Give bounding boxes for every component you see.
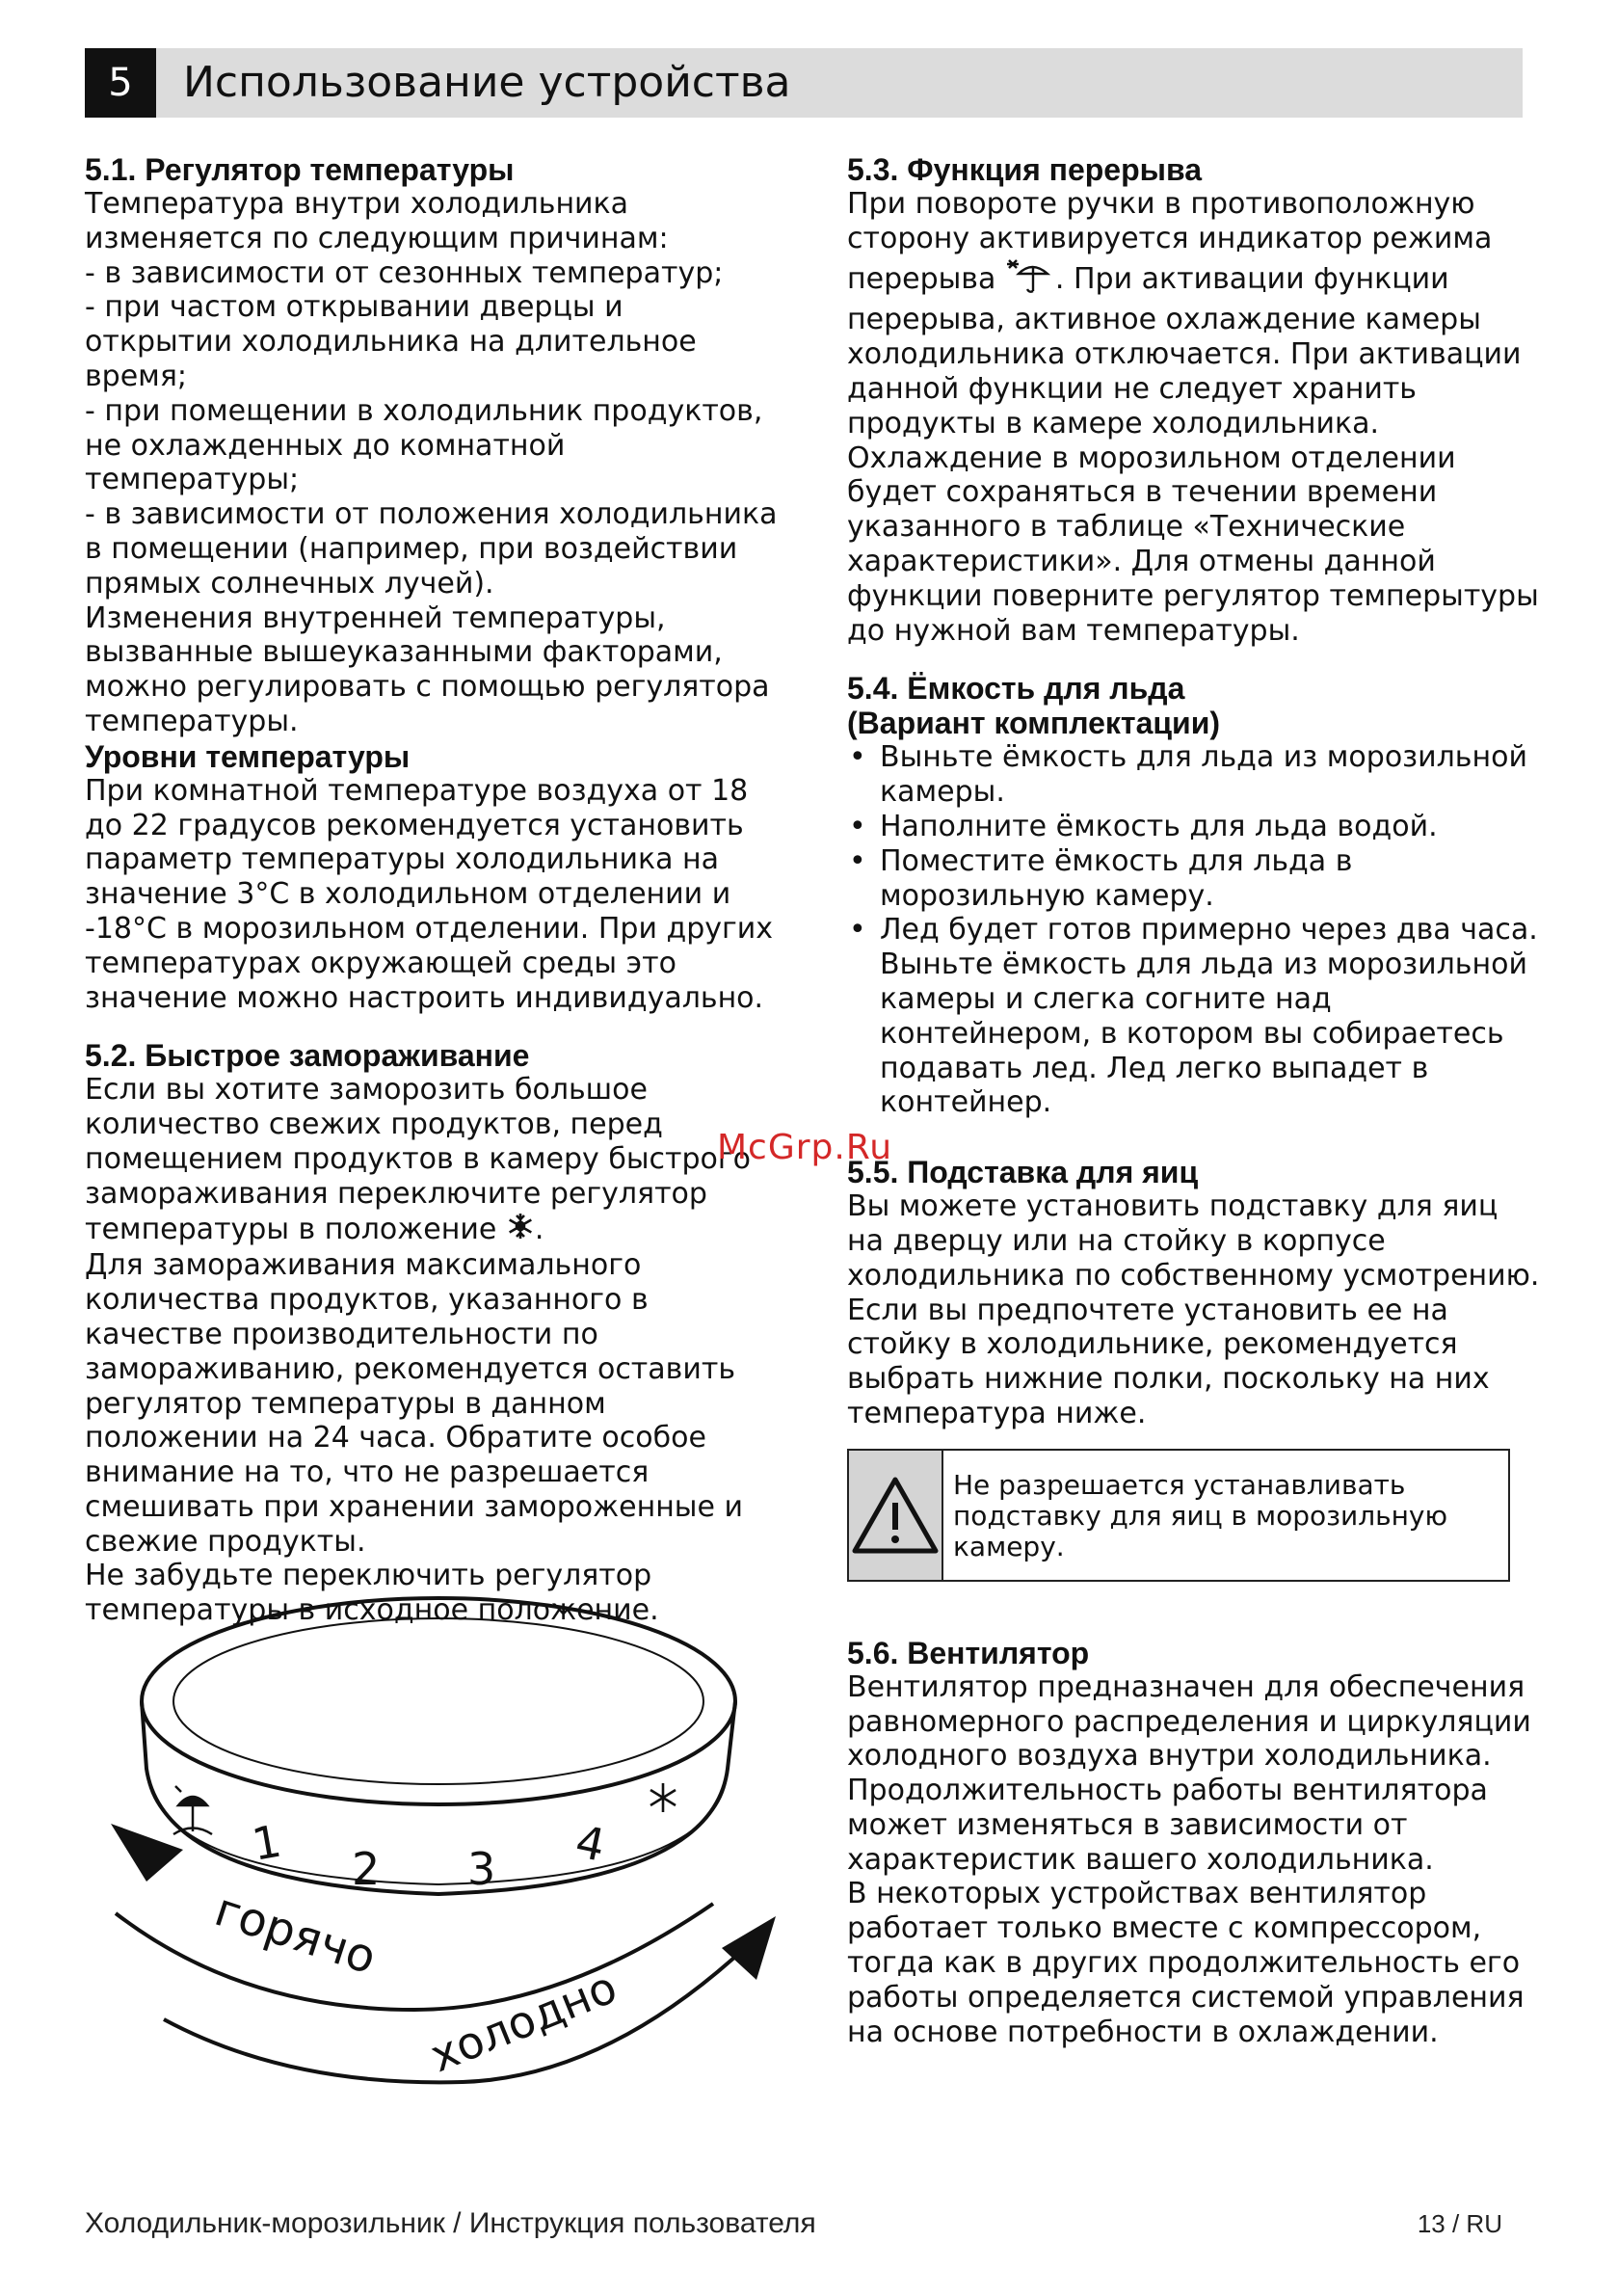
s51-reason-3: - при помещении в холодильник продуктов, не охлажденных до комнатной температуры; bbox=[85, 393, 763, 497]
list-item: • Наполните ёмкость для льда водой. bbox=[849, 809, 1438, 843]
heading-temp-levels: Уровни температуры bbox=[85, 738, 411, 774]
dial-number-2: 2 bbox=[352, 1843, 381, 1895]
snowflake-icon bbox=[506, 1212, 535, 1249]
s51-reason-1: - в зависимости от сезонных температур; bbox=[85, 255, 724, 290]
list-item: • Выньте ёмкость для льда из морозильной камеры. bbox=[849, 740, 1527, 810]
dial-bottom-edge bbox=[146, 1769, 728, 1884]
right-column bbox=[847, 152, 1541, 2049]
s52-paragraph-1: Если вы хотите заморозить большое количество свежих продуктов, перед помещением продуктов в камеру быстрого замораживания переключите регулятор температуры в положение . bbox=[85, 1073, 779, 1248]
heading-5-3: 5.3. Функция перерыва bbox=[847, 152, 1203, 187]
heading-5-6: 5.6. Вентилятор bbox=[847, 1635, 1090, 1670]
s52-paragraph-2: Для замораживания максимального количества продуктов, указанного в качестве производительности по замораживанию, рекомендуется оставить регулятор температуры в данном положении на 24 часа. Обратите особое внимание на то, что не разрешается смешивать при хранении замороженные и свежие продукты. bbox=[85, 1248, 743, 1559]
heading-5-5: 5.5. Подставка для яиц bbox=[847, 1155, 1199, 1190]
s53-text: При повороте ручки в противоположную сторону активируется индикатор режима перерыва . При активации функции перерыва, активное охлаждение камеры холодильника отключается. При активации данной функции не следует хранить продукты в камере холодильника. Охлаждение в морозильном отделении будет сохраняться в течении времени указанного в таблице «Технические характеристики». Для отмены данной функции поверните регулятор темперытуры до нужной вам температуры. bbox=[847, 187, 1539, 648]
warning-text: Не разрешается устанавливать подставку для яиц в морозильную камеру. bbox=[953, 1468, 1448, 1562]
s51-reason-2: - при частом открывании дверцы и открытии холодильника на длительное время; bbox=[85, 290, 697, 393]
s55-text: Вы можете установить подставку для яиц на дверцу или на стойку в корпусе холодильника по собственному усмотрению. Если вы предпочтете установить ее на стойку в холодильнике, рекомендуется выбрать нижние полки, поскольку на них температура ниже. bbox=[847, 1189, 1540, 1430]
warning-box bbox=[847, 1449, 1510, 1582]
hot-arrow-line bbox=[116, 1904, 713, 2010]
heading-5-2: 5.2. Быстрое замораживание bbox=[85, 1038, 530, 1074]
warning-icon-cell bbox=[849, 1451, 943, 1580]
cold-arrow-head bbox=[722, 1916, 776, 1980]
heading-5-1: 5.1. Регулятор температуры bbox=[85, 152, 515, 187]
ice-tray-steps bbox=[847, 740, 1541, 1120]
s51-reason-4: - в зависимости от положения холодильника в помещении (например, при воздействии прямых солнечных лучей). bbox=[85, 497, 778, 601]
section-title: Использование устройства bbox=[183, 58, 791, 107]
temperature-dial-illustration bbox=[96, 1595, 800, 2116]
left-column bbox=[85, 152, 779, 1628]
s51-outro: Изменения внутренней температуры, вызванные вышеуказанными факторами, можно регулировать с помощью регулятора температуры. bbox=[85, 601, 770, 738]
page-number: 13 / RU bbox=[1417, 2209, 1502, 2238]
watermark: McGrp.Ru bbox=[717, 1128, 893, 1167]
s52-paragraph-3: Не забудьте переключить регулятор температуры в исходное положение. bbox=[85, 1559, 659, 1628]
s56-paragraph-2: В некоторых устройствах вентилятор работает только вместе с компрессором, тогда как в других продолжительность его работы определяется системой управления на основе потребности в охлаждении. bbox=[847, 1877, 1525, 2049]
warning-icon bbox=[849, 1474, 942, 1557]
dial-number-4: 4 bbox=[570, 1814, 610, 1872]
dial-top bbox=[142, 1598, 735, 1804]
vacation-icon bbox=[1005, 256, 1055, 304]
section-header bbox=[85, 48, 1523, 118]
dial-side bbox=[142, 1701, 735, 1894]
heading-5-4-line-1: 5.4. Ёмкость для льда bbox=[847, 671, 1185, 707]
section-number: 5 bbox=[85, 48, 156, 118]
heading-5-4-line-2: (Вариант комплектации) bbox=[847, 706, 1221, 741]
cold-label: холодно bbox=[422, 1961, 624, 2083]
s56-paragraph-1: Вентилятор предназначен для обеспечения равномерного распределения и циркуляции холодного воздуха внутри холодильника. Продолжительность работы вентилятора может изменяться в зависимости от характеристик вашего холодильника. bbox=[847, 1669, 1531, 1877]
hot-arrow-head bbox=[111, 1824, 183, 1882]
dial-number-3: 3 bbox=[467, 1843, 496, 1895]
list-item: • Лед будет готов примерно через два часа. Выньте ёмкость для льда из морозильной камеры и слегка согните над контейнером, в котором вы собираетесь подавать лед. Лед легко выпадет в контейнер. bbox=[849, 913, 1538, 1120]
footer-title: Холодильник-морозильник / Инструкция пользователя bbox=[85, 2207, 816, 2239]
s51-intro: Температура внутри холодильника изменяется по следующим причинам: bbox=[85, 187, 669, 255]
dial-top-rim bbox=[173, 1618, 703, 1784]
snowflake-icon bbox=[650, 1783, 676, 1812]
dial-number-1: 1 bbox=[248, 1814, 285, 1871]
levels-text: При комнатной температуре воздуха от 18 до 22 градусов рекомендуется установить параметр температуры холодильника на значение 3°C в холодильном отделении и -18°C в морозильном отделении. При других температурах окружающей среды это значение можно настроить индивидуально. bbox=[85, 773, 774, 1015]
list-item: • Поместите ёмкость для льда в морозильную камеру. bbox=[849, 843, 1353, 913]
hot-label: горячо bbox=[208, 1882, 383, 1986]
